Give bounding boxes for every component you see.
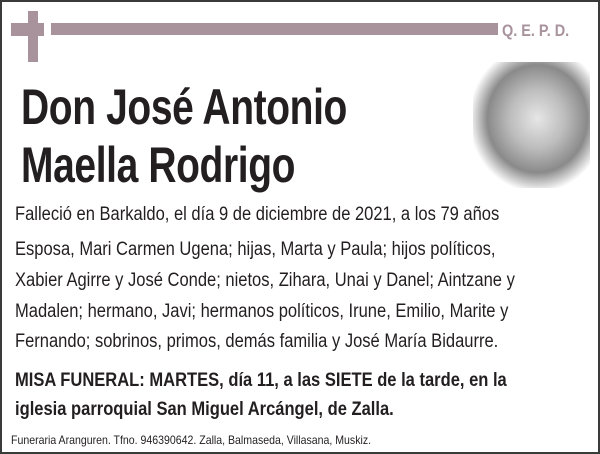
- family-line-1: Esposa, Mari Carmen Ugena; hijas, Marta y Paula; hijos políticos,: [15, 239, 496, 260]
- family-line-3: Madalen; hermano, Javi; hermanos políticos, Irune, Emilio, Marite y: [15, 301, 509, 322]
- family-line-2: Xabier Agirre y José Conde; nietos, Zihara, Unai y Danel; Aintzane y: [15, 270, 515, 291]
- funeral-line-1: MISA FUNERAL: MARTES, día 11, a las SIETE de la tarde, en la: [15, 370, 507, 391]
- deceased-name-line-1: Don José Antonio: [21, 79, 347, 135]
- funeral-home-footer: Funeraria Aranguren. Tfno. 946390642. Zalla, Balmaseda, Villasana, Muskiz.: [11, 433, 372, 447]
- header-bar: [51, 23, 498, 35]
- portrait-photo: [473, 62, 590, 188]
- cross-icon-arm: [11, 23, 44, 36]
- death-info: Falleció en Barkaldo, el día 9 de diciembre de 2021, a los 79 años: [15, 204, 500, 225]
- qepd-label: Q. E. P. D.: [502, 21, 570, 40]
- deceased-name-line-2: Maella Rodrigo: [21, 137, 296, 193]
- cross-icon: [28, 11, 38, 62]
- family-line-4: Fernando; sobrinos, primos, demás familia y José María Bidaurre.: [15, 331, 499, 352]
- funeral-line-2: iglesia parroquial San Miguel Arcángel, de Zalla.: [15, 399, 394, 420]
